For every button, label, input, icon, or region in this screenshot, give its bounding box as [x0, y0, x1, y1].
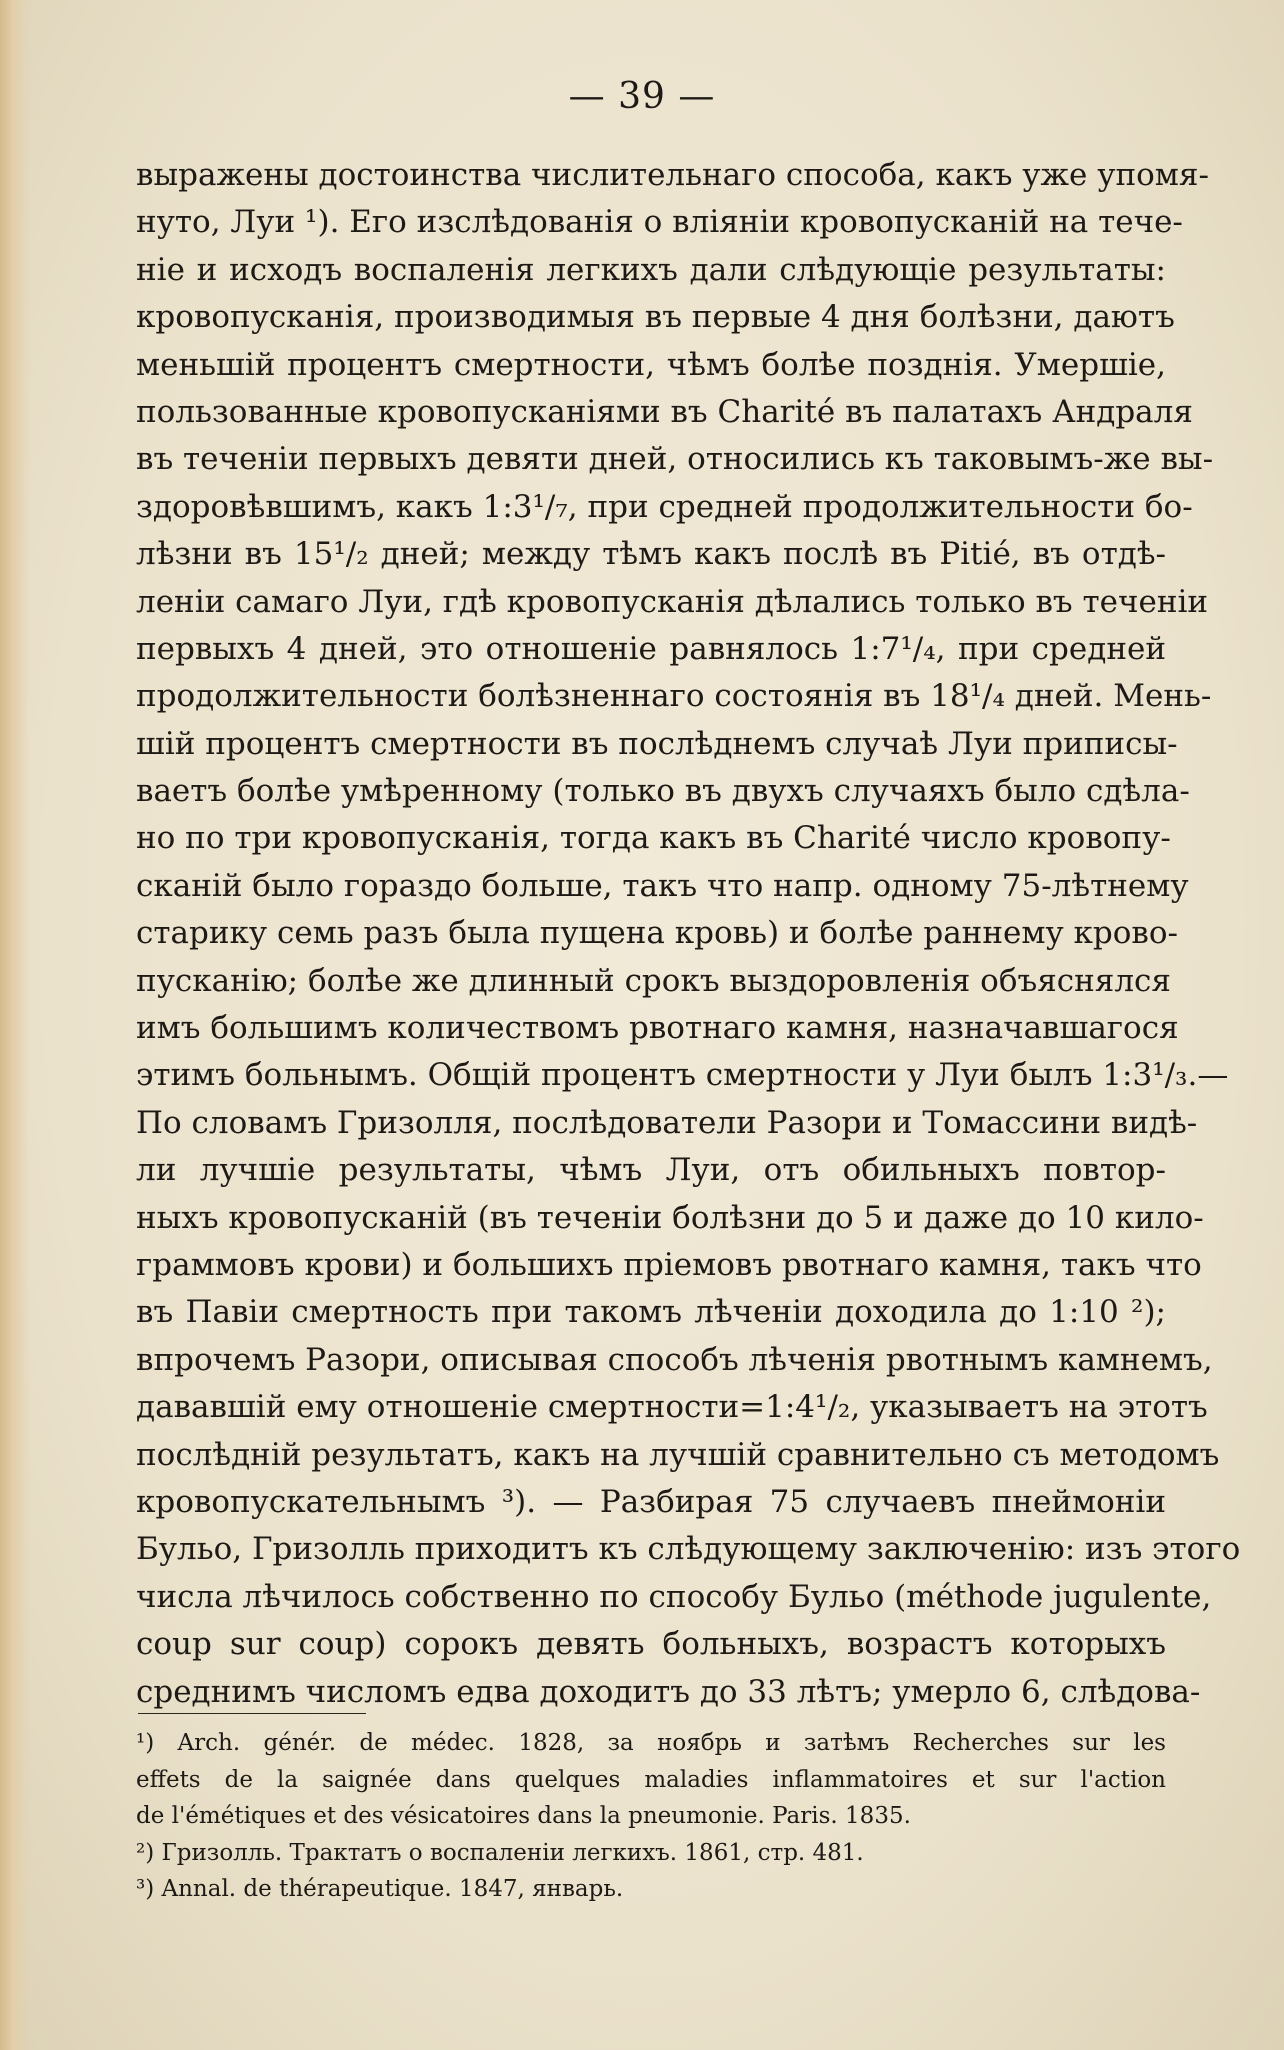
text-line: здоровѣвшимъ, какъ 1:3¹/₇, при средней продолжительности бо- — [136, 488, 1193, 525]
page-number: — 39 — — [568, 76, 716, 117]
text-line: ныхъ кровопусканій (въ теченіи болѣзни до 5 и даже до 10 кило- — [136, 1199, 1204, 1236]
footnote-line: ³) Annal. de thérapeutique. 1847, январь. — [136, 1876, 624, 1902]
text-line: въ Павіи смертность при такомъ лѣченіи доходила до 1:10 ²); — [136, 1294, 1166, 1331]
text-line: ніе и исходъ воспаленія легкихъ дали слѣдующіе результаты: — [136, 251, 1166, 288]
text-line: старику семь разъ была пущена кровь) и болѣе раннему крово- — [136, 915, 1179, 952]
text-line: дававшій ему отношеніе смертности=1:4¹/₂, указываетъ на этотъ — [136, 1389, 1208, 1426]
text-line: послѣдній результатъ, какъ на лучшій сравнительно съ методомъ — [136, 1436, 1220, 1473]
text-line: шій процентъ смертности въ послѣднемъ случаѣ Луи приписы- — [136, 725, 1178, 762]
text-line: граммовъ крови) и большихъ пріемовъ рвотнаго камня, такъ что — [136, 1246, 1202, 1283]
text-line: среднимъ числомъ едва доходитъ до 33 лѣтъ; умерло 6, слѣдова- — [136, 1673, 1201, 1710]
text-line: впрочемъ Разори, описывая способъ лѣченія рвотнымъ камнемъ, — [136, 1341, 1213, 1378]
text-line: кровопусканія, производимыя въ первые 4 дня болѣзни, даютъ — [136, 299, 1175, 336]
text-line: лѣзни въ 15¹/₂ дней; между тѣмъ какъ послѣ въ Pitié, въ отдѣ- — [136, 536, 1166, 573]
text-line: въ теченіи первыхъ девяти дней, относились къ таковымъ-же вы- — [136, 441, 1214, 478]
page-edge-shadow — [0, 0, 30, 2050]
text-line: кровопускательнымъ ³). — Разбирая 75 случаевъ пнеймоніи — [136, 1483, 1166, 1520]
footnote-line: de l'émétiques et des vésicatoires dans la pneumonie. Paris. 1835. — [136, 1803, 911, 1829]
footnotes — [136, 1725, 1166, 1908]
text-line: этимъ больнымъ. Общій процентъ смертности у Луи былъ 1:3¹/₃.— — [136, 1057, 1229, 1094]
footnote-line: ¹) Arch. génér. de médec. 1828, за ноябрь и затѣмъ Recherches sur les — [136, 1730, 1166, 1756]
text-line: но по три кровопусканія, тогда какъ въ Charité число кровопу- — [136, 820, 1171, 857]
footnote-divider — [138, 1713, 366, 1714]
text-line: сканій было гораздо больше, такъ что напр. одному 75-лѣтнему — [136, 867, 1189, 904]
text-line: леніи самаго Луи, гдѣ кровопусканія дѣлались только въ теченіи — [136, 583, 1209, 620]
text-line: coup sur coup) сорокъ девять больныхъ, возрастъ которыхъ — [136, 1626, 1166, 1663]
text-line: числа лѣчилось собственно по способу Бульо (méthode jugulente, — [136, 1578, 1212, 1615]
text-line: Бульо, Гризолль приходитъ къ слѣдующему заключенію: изъ этого — [136, 1531, 1241, 1568]
text-line: пользованные кровопусканіями въ Charité въ палатахъ Андраля — [136, 393, 1193, 430]
text-line: выражены достоинства числительнаго способа, какъ уже упомя- — [136, 157, 1209, 193]
text-line: первыхъ 4 дней, это отношеніе равнялось 1:7¹/₄, при средней — [136, 630, 1166, 667]
text-line: продолжительности болѣзненнаго состоянія въ 18¹/₄ дней. Мень- — [136, 678, 1212, 715]
main-text — [136, 152, 1241, 1716]
text-line: По словамъ Гризолля, послѣдователи Разори и Томассини видѣ- — [136, 1104, 1198, 1141]
text-line: нуто, Луи ¹). Его изслѣдованія о вліяніи кровопусканій на тече- — [136, 204, 1183, 241]
footnote-line: effets de la saignée dans quelques maladies inflammatoires et sur l'action — [136, 1766, 1166, 1793]
text-line: имъ большимъ количествомъ рвотнаго камня, назначавшагося — [136, 1010, 1179, 1047]
text-line: меньшій процентъ смертности, чѣмъ болѣе позднія. Умершіе, — [136, 346, 1166, 383]
text-line: пусканію; болѣе же длинный срокъ выздоровленія объяснялся — [136, 962, 1171, 999]
text-line: ли лучшіе результаты, чѣмъ Луи, отъ обильныхъ повтор- — [136, 1152, 1166, 1189]
text-line: ваетъ болѣе умѣренному (только въ двухъ случаяхъ было сдѣла- — [136, 773, 1190, 810]
footnote-line: ²) Гризолль. Трактатъ о воспаленіи легкихъ. 1861, стр. 481. — [136, 1839, 864, 1866]
